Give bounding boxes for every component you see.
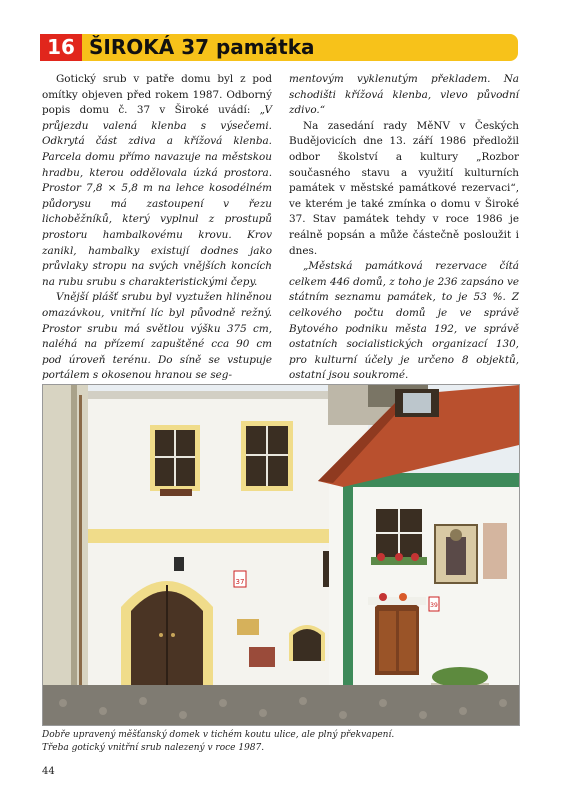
- photo-caption: [42, 729, 518, 755]
- caption-line: Dobře upravený měšťanský domek v tichém koutu ulice, ale plný překvapení.: [42, 730, 395, 740]
- chapter-header: [40, 34, 518, 61]
- house-number-sign: 37: [235, 578, 245, 586]
- page-number: 44: [42, 766, 55, 777]
- caption-line: Třeba gotický vnitřní srub nalezený v roce 1987.: [42, 743, 265, 753]
- chapter-number: 16: [40, 34, 82, 61]
- paragraph: „Městská památková rezervace čítá celkem 446 domů, z toho je 236 zapsáno ve státním seznamu památek, to je 53 %. Z celkového počtu domů je ve správě Bytového podniku města 192, ve správě ostatních socialistických organizací 130, pro kulturní účely je určeno 8 objektů, ostatní jsou soukromé.: [289, 260, 519, 382]
- chapter-title: ŠIROKÁ 37 památka: [89, 35, 315, 59]
- house-number-sign: 39: [430, 602, 438, 609]
- text-column-left: [42, 72, 272, 384]
- house-photo: [42, 384, 520, 726]
- quote-text: „V průjezdu valená klenba s výsečemi. Odkrytá část zdiva a křížová klenba. Parcela domu přímo navazuje na městskou hradbu, kterou oddělovala úzká prostora. Prostor 7,8 × 5,8 m na lehce kosodélném půdorysu má zastoupení v řezu lichoběžníků, který vyplnul z prostupů prostoru hambalkovému krovu. Krov zanikl, hambalky existují dodnes jako průvlaky stropu na svých vnějších koncích na rubu srubu s charakteristickými čepy.: [42, 104, 272, 288]
- photo-illustration: [43, 385, 519, 725]
- paragraph-text: Gotický srub v patře domu byl z pod omítky objeven před rokem 1987. Odborný popis domu č. 37 v Široké uvádí:: [42, 73, 272, 117]
- text-column-right: [289, 72, 519, 384]
- paragraph: [42, 72, 272, 290]
- paragraph: Na zasedání rady MěNV v Českých Budějovicích dne 13. září 1986 předložil odbor školství a kultury „Rozbor současného stavu a využití kulturních památek v městské památkové rezervaci“, ve kterém je také zmínka o domu v Široké 37. Stav památek tehdy v roce 1986 je reálně popsán a může částečně posloužit i dnes.: [289, 119, 519, 257]
- paragraph: Vnější plášť srubu byl vyztužen hliněnou omazávkou, vnitřní líc byl původně režný. Prostor srubu má světlou výšku 375 cm, naléhá na přízemí zapuštěné cca 90 cm pod úroveň terénu. Do síně se vstupuje portálem s okosenou hranou se seg-: [42, 291, 272, 382]
- paragraph: mentovým vyklenutým překladem. Na schodišti křížová klenba, vlevo původní zdivo.“: [289, 73, 519, 117]
